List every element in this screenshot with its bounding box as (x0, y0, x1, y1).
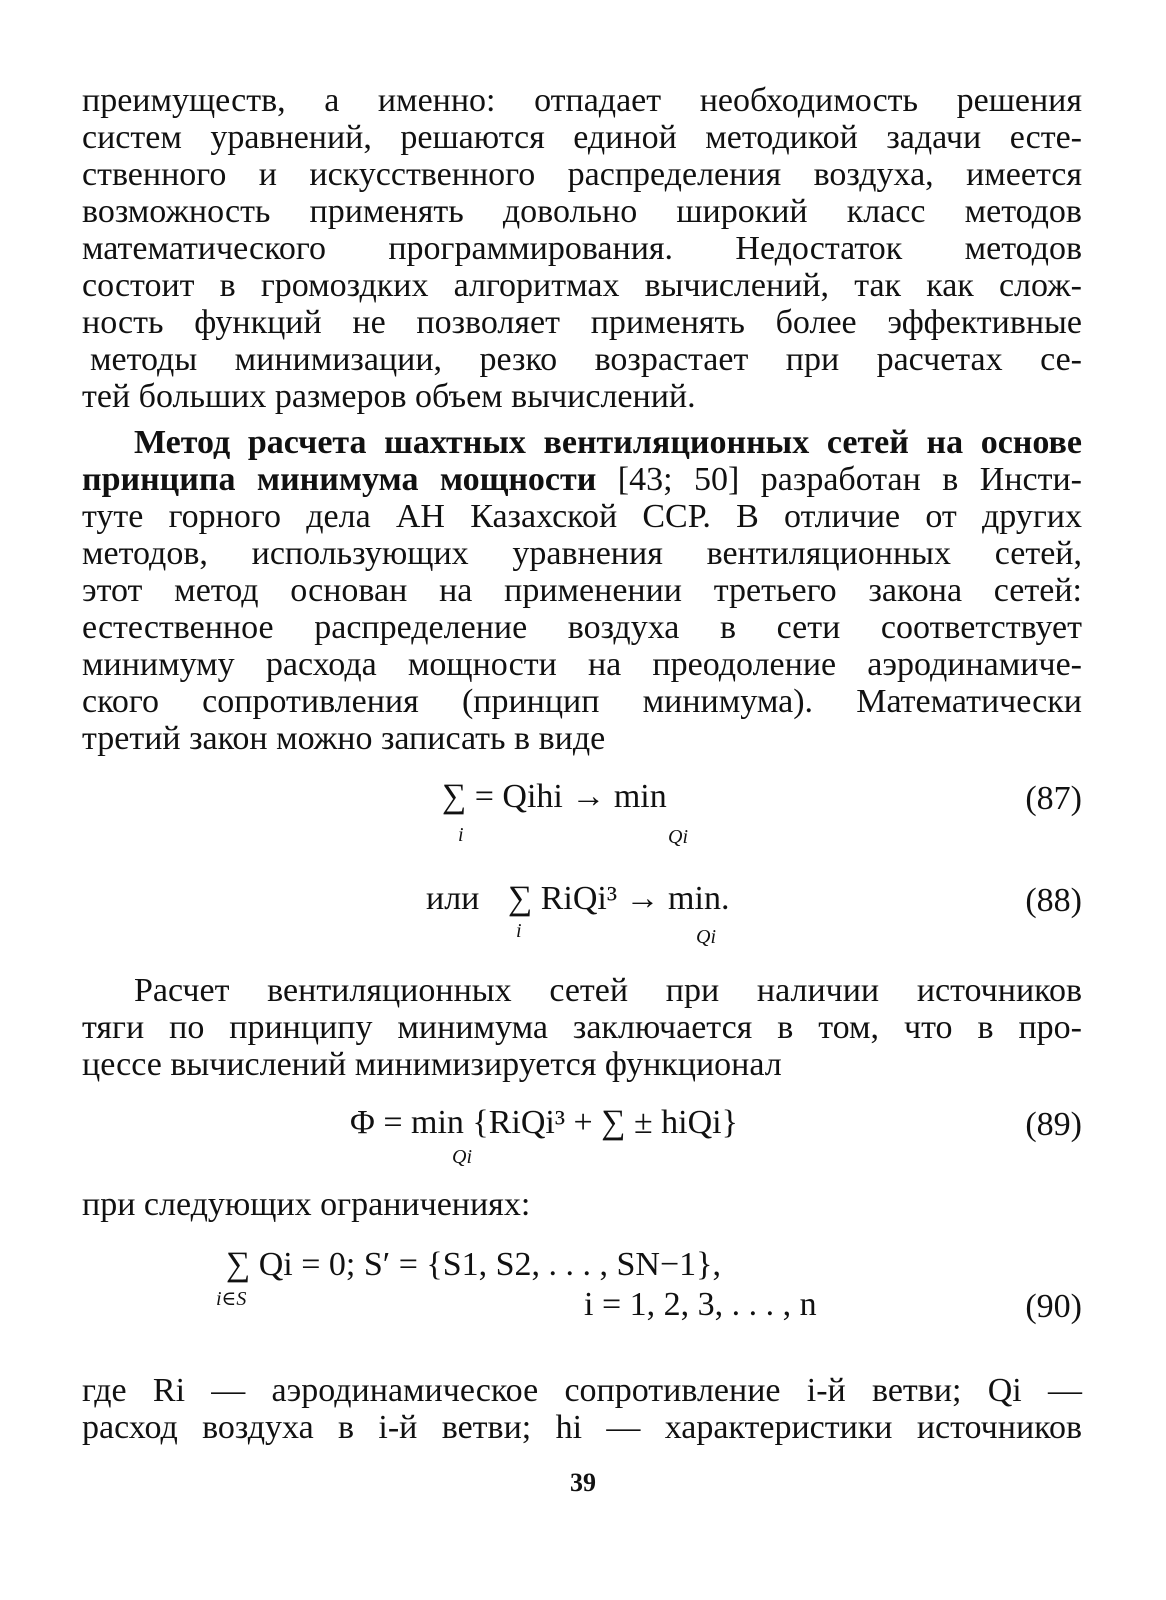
sum-subscript: i (458, 824, 464, 846)
min-subscript: Qi (696, 926, 716, 948)
equation-number: (87) (1025, 780, 1082, 817)
equation-body: ∑ = Qihi → min (442, 778, 667, 815)
text-line: методы минимизации, резко возрастает при расчетах се- (90, 341, 1082, 378)
equation-line-2: i = 1, 2, 3, . . . , n (584, 1286, 817, 1323)
text-line: минимуму расхода мощности на преодоление аэродинамиче- (82, 646, 1082, 683)
text-line: ского сопротивления (принцип минимума). Математически (82, 683, 1082, 720)
text-line: где Ri — аэродинамическое сопротивление i-й ветви; Qi — (82, 1372, 1082, 1409)
bold-heading-text: Метод расчета шахтных вентиляционных сетей на основе (134, 424, 1082, 461)
equation-body: Φ = min {RiQi³ + ∑ ± hiQi} (350, 1104, 738, 1141)
sum-subscript: i (516, 920, 522, 942)
equation-body: ∑ RiQi³ → min. (508, 880, 730, 917)
text-line: этот метод основан на применении третьего закона сетей: (82, 572, 1082, 609)
equation-line-1: ∑ Qi = 0; S′ = {S1, S2, . . . , SN−1}, (226, 1246, 721, 1283)
text-line: ность функций не позволяет применять более эффективные (82, 304, 1082, 341)
paragraph-5 (82, 1372, 1082, 1446)
page-number: 39 (570, 1468, 596, 1497)
text-line: состоит в громоздких алгоритмах вычислений, так как слож- (82, 267, 1082, 304)
text-line: при следующих ограничениях: (82, 1186, 531, 1223)
text-line: тяги по принципу минимума заключается в том, что в про- (82, 1009, 1082, 1046)
text-line: возможность применять довольно широкий класс методов (82, 193, 1082, 230)
text-line: ственного и искусственного распределения воздуха, имеется (82, 156, 1082, 193)
text-line: преимуществ, а именно: отпадает необходимость решения (82, 82, 1082, 119)
text-line (82, 461, 1082, 498)
text-line: расход воздуха в i-й ветви; hi — характеристики источников (82, 1409, 1082, 1446)
text-line: туте горного дела АН Казахской ССР. В отличие от других (82, 498, 1082, 535)
paragraph-4 (82, 1186, 1082, 1223)
text-line: тей больших размеров объем вычислений. (82, 378, 696, 415)
equation-prefix: или (426, 880, 480, 917)
text-line: естественное распределение воздуха в сети соответствует (82, 609, 1082, 646)
text-fragment: [43; 50] разработан в Инсти- (596, 461, 1082, 498)
text-line: Расчет вентиляционных сетей при наличии источников (134, 972, 1082, 1009)
min-subscript: Qi (668, 826, 688, 848)
equation-number: (89) (1025, 1106, 1082, 1143)
equation-number: (90) (1025, 1288, 1082, 1325)
text-line: систем уравнений, решаются единой методикой задачи есте- (82, 119, 1082, 156)
text-line: цессе вычислений минимизируется функционал (82, 1046, 782, 1083)
paragraph-1 (82, 82, 1082, 415)
text-line (82, 424, 1082, 461)
sum-subscript: i∈S (216, 1288, 247, 1310)
equation-number: (88) (1025, 882, 1082, 919)
paragraph-2 (82, 424, 1082, 757)
bold-heading-text: принципа минимума мощности (82, 461, 597, 498)
min-subscript: Qi (452, 1146, 472, 1168)
text-line: методов, использующих уравнения вентиляционных сетей, (82, 535, 1082, 572)
paragraph-3 (82, 972, 1082, 1083)
text-line: третий закон можно записать в виде (82, 720, 606, 757)
text-line: математического программирования. Недостаток методов (82, 230, 1082, 267)
